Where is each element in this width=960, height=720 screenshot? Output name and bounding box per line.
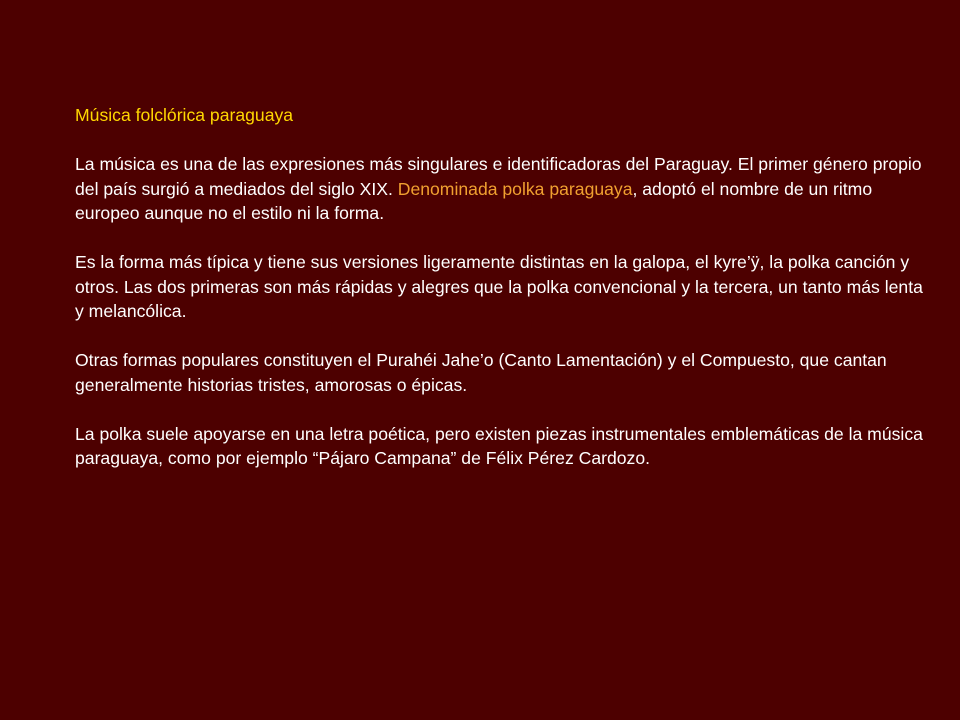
highlighted-term: Denominada polka paraguaya <box>397 178 633 199</box>
paragraph-1 <box>75 152 925 226</box>
paragraph-2: Es la forma más típica y tiene sus versiones ligeramente distintas en la galopa, el kyre’ÿ, la polka canción y otros. Las dos primeras son más rápidas y alegres que la polka convencional y la tercera, un tanto más lenta y melancólica. <box>75 252 923 321</box>
paragraph-1-text-start: La música es una de las expresiones más singulares e identificadoras del Paraguay. El primer género propio del país surgió a mediados del siglo XIX. <box>75 154 922 199</box>
paragraph-1-text-end: , adoptó el nombre de un ritmo europeo aunque no el estilo ni la forma. <box>75 178 873 223</box>
paragraph-3: Otras formas populares constituyen el Purahéi Jahe’o (Canto Lamentación) y el Compuesto, que cantan generalmente historias tristes, amorosas o épicas. <box>75 350 887 395</box>
paragraph-4: La polka suele apoyarse en una letra poética, pero existen piezas instrumentales emblemáticas de la música paraguaya, como por ejemplo “Pájaro Campana” de Félix Pérez Cardozo. <box>75 423 923 468</box>
slide-title: Música folclórica paraguaya <box>75 105 294 125</box>
slide-content <box>75 103 925 495</box>
